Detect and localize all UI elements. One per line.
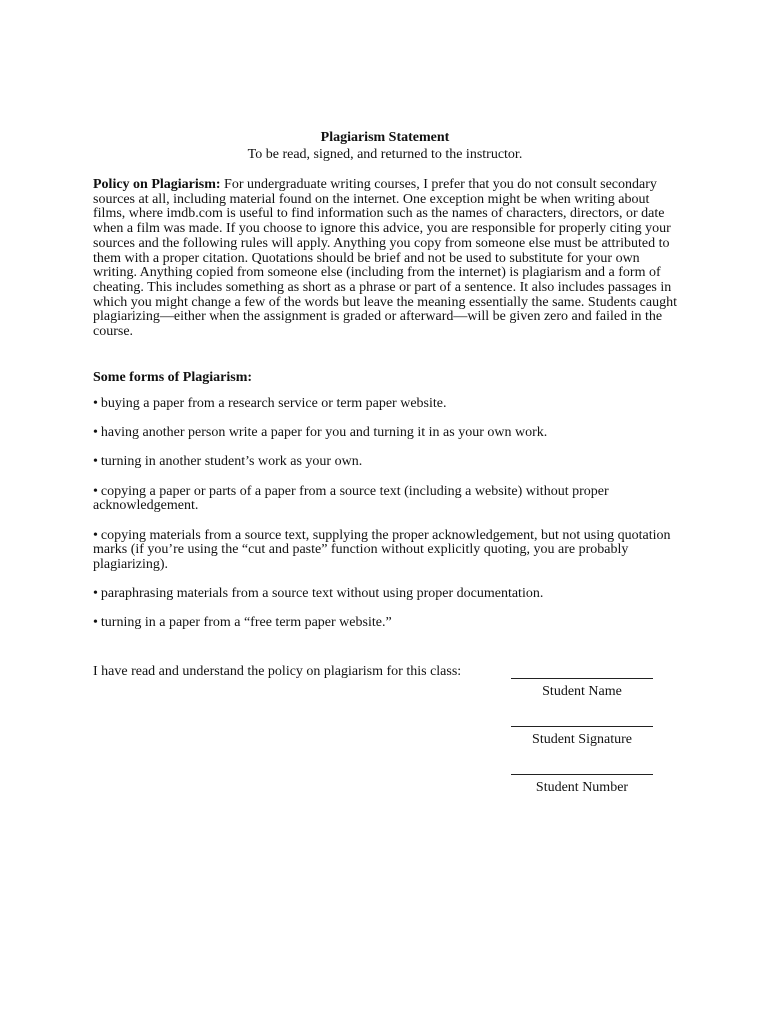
bullet-icon: •	[93, 586, 98, 602]
list-item	[93, 397, 683, 412]
list-item	[93, 485, 683, 514]
agreement-statement: I have read and understand the policy on plagiarism for this class:	[93, 664, 462, 679]
list-item	[93, 587, 683, 602]
document-title: Plagiarism Statement	[320, 130, 450, 145]
form-text: turning in a paper from a “free term paper website.”	[100, 615, 392, 631]
bullet-icon: •	[93, 425, 98, 441]
student-name-label: Student Name	[542, 684, 622, 699]
list-item	[93, 426, 683, 441]
student-signature-label: Student Signature	[532, 732, 632, 747]
form-text: turning in another student’s work as your own.	[100, 454, 363, 470]
policy-lead: Policy on Plagiarism:	[93, 177, 221, 192]
plagiarism-forms-list	[93, 397, 683, 646]
student-number-label: Student Number	[535, 780, 629, 795]
signature-line[interactable]	[511, 774, 653, 775]
bullet-icon: •	[93, 615, 98, 631]
policy-body: For undergraduate writing courses, I prefer that you do not consult secondary sources at all, including material found on the internet. One exception might be when writing about films, where imdb.com is useful to find information such as the names of characters, directors, or date when a film was made. If you choose to ignore this advice, you are responsible for properly citing your sources and the following rules will apply. Anything you copy from someone else must be attributed to them with a proper citation. Quotations should be brief and not be used to substitute for your own writing. Anything copied from someone else (including from the internet) is plagiarism and a form of cheating. This includes something as short as a phrase or part of a sentence. It also includes passages in which you might change a few of the words but leave the meaning essentially the same. Students caught plagiarizing—either when the assignment is graded or afterward—will be given zero and failed in the course.	[93, 177, 677, 340]
policy-paragraph	[93, 178, 678, 340]
form-text: paraphrasing materials from a source text without using proper documentation.	[100, 586, 544, 602]
form-text: having another person write a paper for you and turning it in as your own work.	[100, 425, 548, 441]
form-text: copying a paper or parts of a paper from a source text (including a website) without proper acknowledgement.	[93, 483, 609, 514]
list-item	[93, 616, 683, 631]
bullet-icon: •	[93, 483, 98, 499]
signature-line[interactable]	[511, 726, 653, 727]
form-text: buying a paper from a research service or term paper website.	[100, 396, 447, 411]
list-item	[93, 529, 683, 573]
forms-heading: Some forms of Plagiarism:	[93, 370, 253, 385]
bullet-icon: •	[93, 527, 98, 543]
list-item	[93, 455, 683, 470]
bullet-icon: •	[93, 454, 98, 470]
signature-line[interactable]	[511, 678, 653, 679]
document-subtitle: To be read, signed, and returned to the instructor.	[247, 147, 523, 162]
bullet-icon: •	[93, 396, 98, 411]
form-text: copying materials from a source text, supplying the proper acknowledgement, but not using quotation marks (if you’re using the “cut and paste” function without explicitly quoting, you are probably plagiarizing).	[93, 527, 671, 572]
